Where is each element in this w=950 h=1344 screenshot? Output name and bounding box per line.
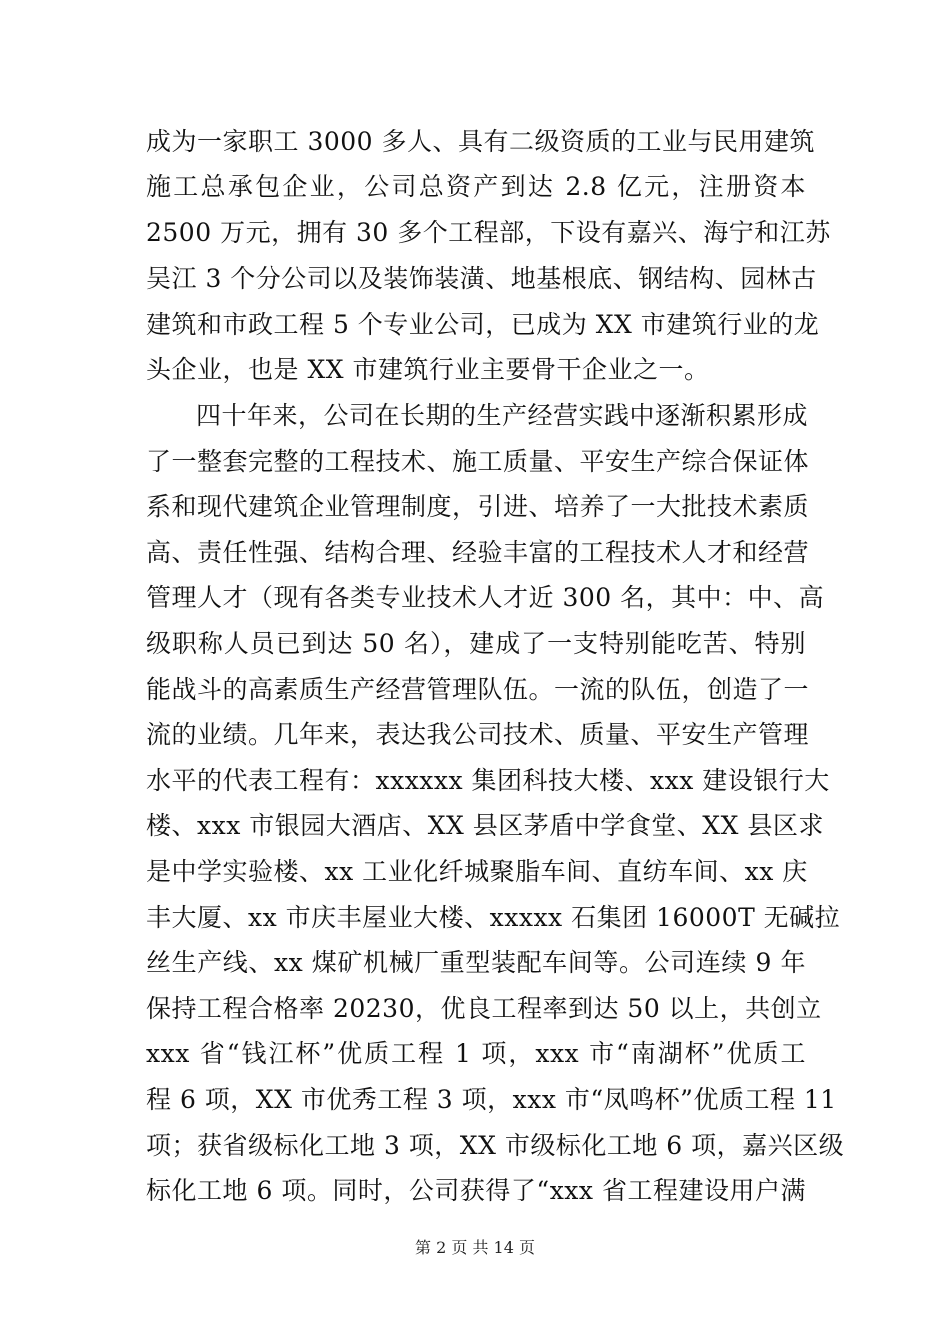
text-line: 吴江 3 个分公司以及装饰装潢、地基根底、钢结构、园林古 xyxy=(146,264,817,293)
text-line: 楼、xxx 市银园大酒店、XX 县区茅盾中学食堂、XX 县区求 xyxy=(146,811,824,840)
text-line: 管理人才（现有各类专业技术人才近 300 名，其中：中、高 xyxy=(146,583,825,612)
text-line: 施工总承包企业，公司总资产到达 2.8 亿元，注册资本 xyxy=(146,172,806,201)
text-line: 项；获省级标化工地 3 项，XX 市级标化工地 6 项，嘉兴区级 xyxy=(146,1131,845,1160)
text-line: 头企业，也是 XX 市建筑行业主要骨干企业之一。 xyxy=(146,355,710,384)
text-line: 成为一家职工 3000 多人、具有二级资质的工业与民用建筑 xyxy=(146,127,816,156)
text-line: 是中学实验楼、xx 工业化纤城聚脂车间、直纺车间、xx 庆 xyxy=(146,857,808,886)
text-line: 高、责任性强、结构合理、经验丰富的工程技术人才和经营 xyxy=(146,538,810,567)
text-line: 能战斗的高素质生产经营管理队伍。一流的队伍，创造了一 xyxy=(146,675,810,704)
text-line: 建筑和市政工程 5 个专业公司，已成为 XX 市建筑行业的龙 xyxy=(146,310,820,339)
text-line: xxx 省“钱江杯”优质工程 1 项，xxx 市“南湖杯”优质工 xyxy=(146,1039,806,1068)
text-line: 流的业绩。几年来，表达我公司技术、质量、平安生产管理 xyxy=(146,720,810,749)
text-line: 级职称人员已到达 50 名），建成了一支特别能吃苦、特别 xyxy=(146,629,806,658)
text-line: 程 6 项，XX 市优秀工程 3 项，xxx 市“凤鸣杯”优质工程 11 xyxy=(146,1085,837,1114)
text-line: 丰大厦、xx 市庆丰屋业大楼、xxxxx 石集团 16000T 无碱拉 xyxy=(146,903,841,932)
text-line: 标化工地 6 项。同时，公司获得了“xxx 省工程建设用户满 xyxy=(146,1176,806,1205)
text-line: 系和现代建筑企业管理制度，引进、培养了一大批技术素质 xyxy=(146,492,810,521)
page-number-footer: 第 2 页 共 14 页 xyxy=(415,1238,535,1257)
text-line: 水平的代表工程有：xxxxxx 集团科技大楼、xxx 建设银行大 xyxy=(146,766,830,795)
text-line: 保持工程合格率 20230，优良工程率到达 50 以上，共创立 xyxy=(146,994,822,1023)
text-line: 丝生产线、xx 煤矿机械厂重型装配车间等。公司连续 9 年 xyxy=(146,948,806,977)
text-line: 2500 万元，拥有 30 多个工程部，下设有嘉兴、海宁和江苏 xyxy=(146,218,831,247)
text-line: 四十年来，公司在长期的生产经营实践中逐渐积累形成 xyxy=(196,401,809,430)
text-line: 了一整套完整的工程技术、施工质量、平安生产综合保证体 xyxy=(146,447,810,476)
